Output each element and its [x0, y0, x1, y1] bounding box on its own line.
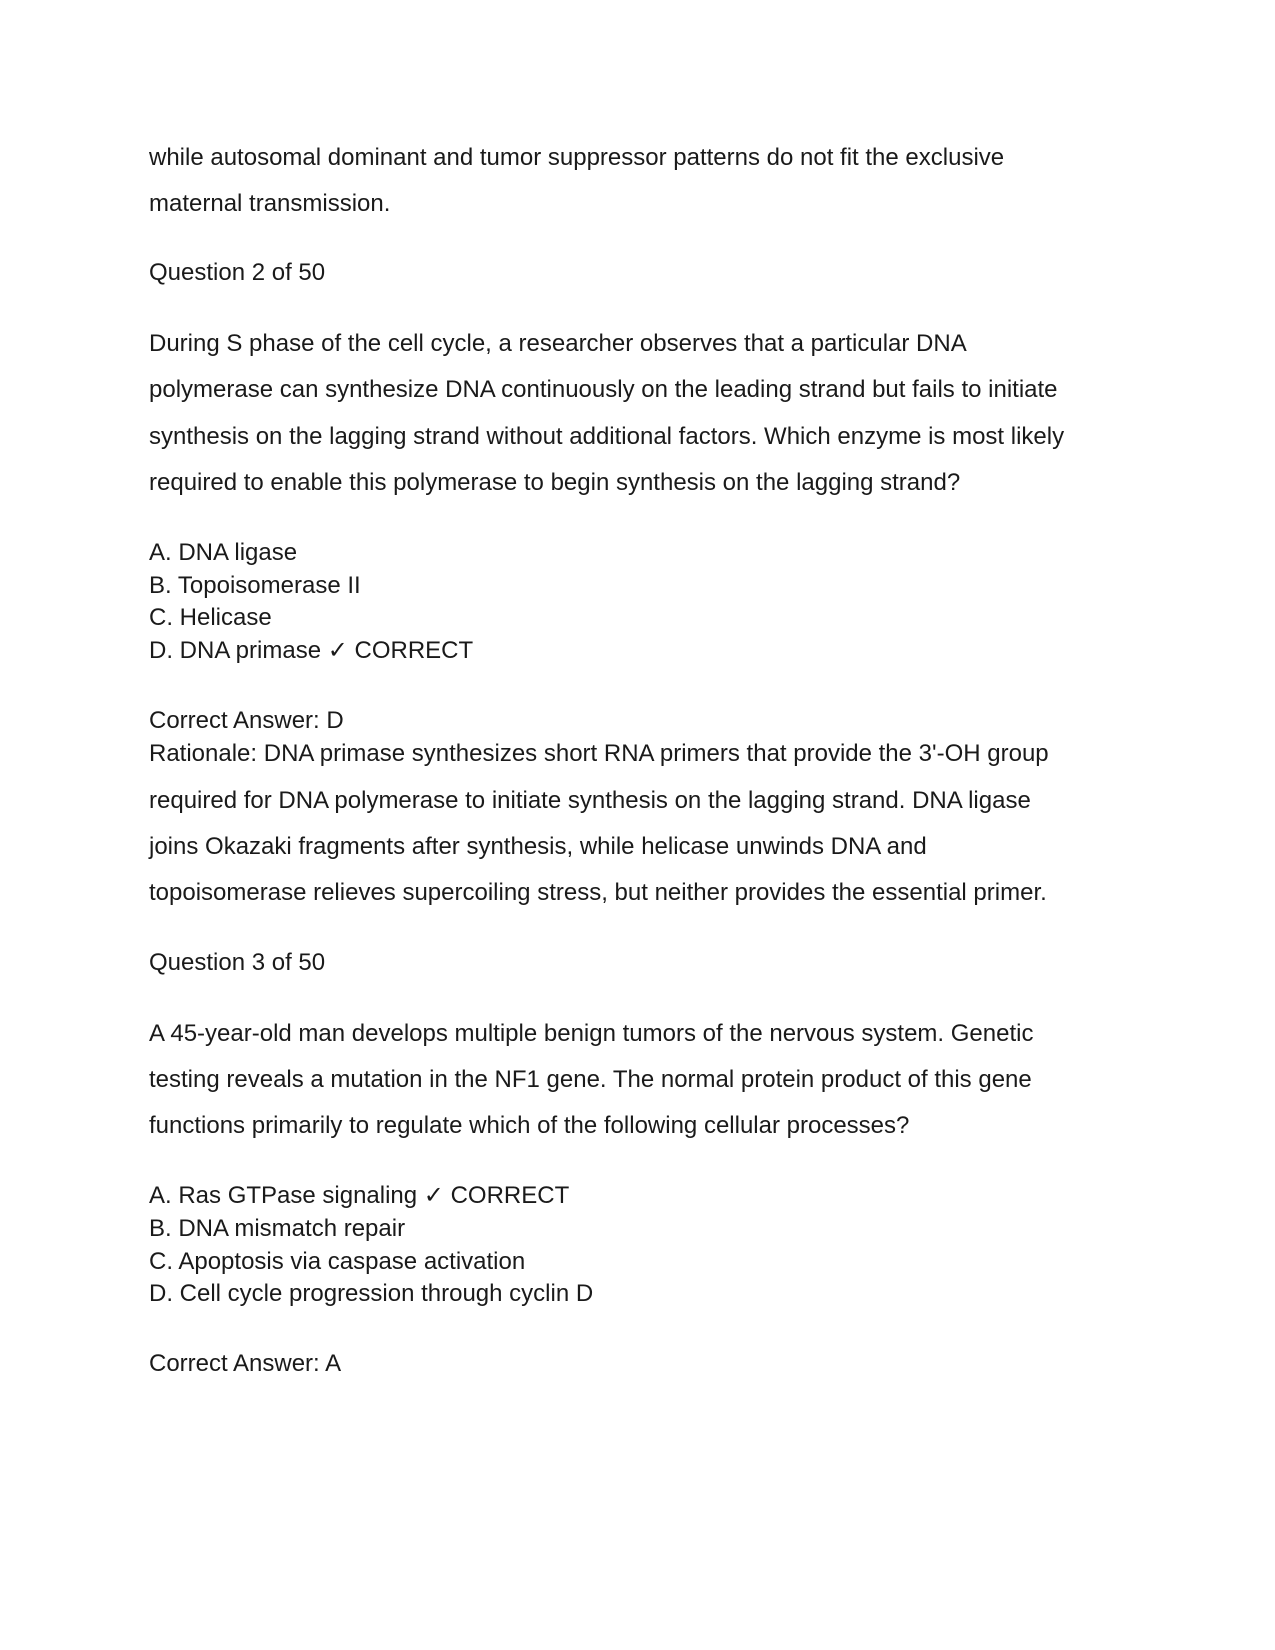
question-stem-line: polymerase can synthesize DNA continuously on the leading strand but fails to initiate	[149, 376, 1058, 403]
answer-option-correct: D. DNA primase ✓ CORRECT	[149, 637, 474, 664]
question-stem-line: functions primarily to regulate which of the following cellular processes?	[149, 1112, 910, 1139]
correct-answer: Correct Answer: D	[149, 707, 344, 734]
question-stem-line: required to enable this polymerase to begin synthesis on the lagging strand?	[149, 469, 961, 496]
correct-answer: Correct Answer: A	[149, 1350, 342, 1377]
question-heading: Question 2 of 50	[149, 259, 326, 286]
question-stem-line: A 45-year-old man develops multiple benign tumors of the nervous system. Genetic	[149, 1020, 1034, 1047]
answer-option: C. Apoptosis via caspase activation	[149, 1248, 526, 1275]
question-heading: Question 3 of 50	[149, 949, 326, 976]
answer-option: C. Helicase	[149, 604, 272, 631]
answer-option: A. DNA ligase	[149, 539, 298, 566]
question-stem-line: synthesis on the lagging strand without additional factors. Which enzyme is most likely	[149, 423, 1065, 450]
answer-option: D. Cell cycle progression through cyclin D	[149, 1280, 594, 1307]
rationale-line: Rationale: DNA primase synthesizes short RNA primers that provide the 3'-OH group	[149, 740, 1049, 767]
answer-option: B. Topoisomerase II	[149, 572, 361, 599]
rationale-line: required for DNA polymerase to initiate synthesis on the lagging strand. DNA ligase	[149, 787, 1031, 814]
question-stem-line: During S phase of the cell cycle, a researcher observes that a particular DNA	[149, 330, 967, 357]
question-stem-line: testing reveals a mutation in the NF1 gene. The normal protein product of this gene	[149, 1066, 1032, 1093]
rationale-line: joins Okazaki fragments after synthesis, while helicase unwinds DNA and	[149, 833, 927, 860]
rationale-line: topoisomerase relieves supercoiling stress, but neither provides the essential primer.	[149, 879, 1047, 906]
intro-line: maternal transmission.	[149, 190, 391, 217]
answer-option: B. DNA mismatch repair	[149, 1215, 406, 1242]
intro-line: while autosomal dominant and tumor suppressor patterns do not fit the exclusive	[149, 144, 1005, 171]
answer-option-correct: A. Ras GTPase signaling ✓ CORRECT	[149, 1182, 570, 1209]
